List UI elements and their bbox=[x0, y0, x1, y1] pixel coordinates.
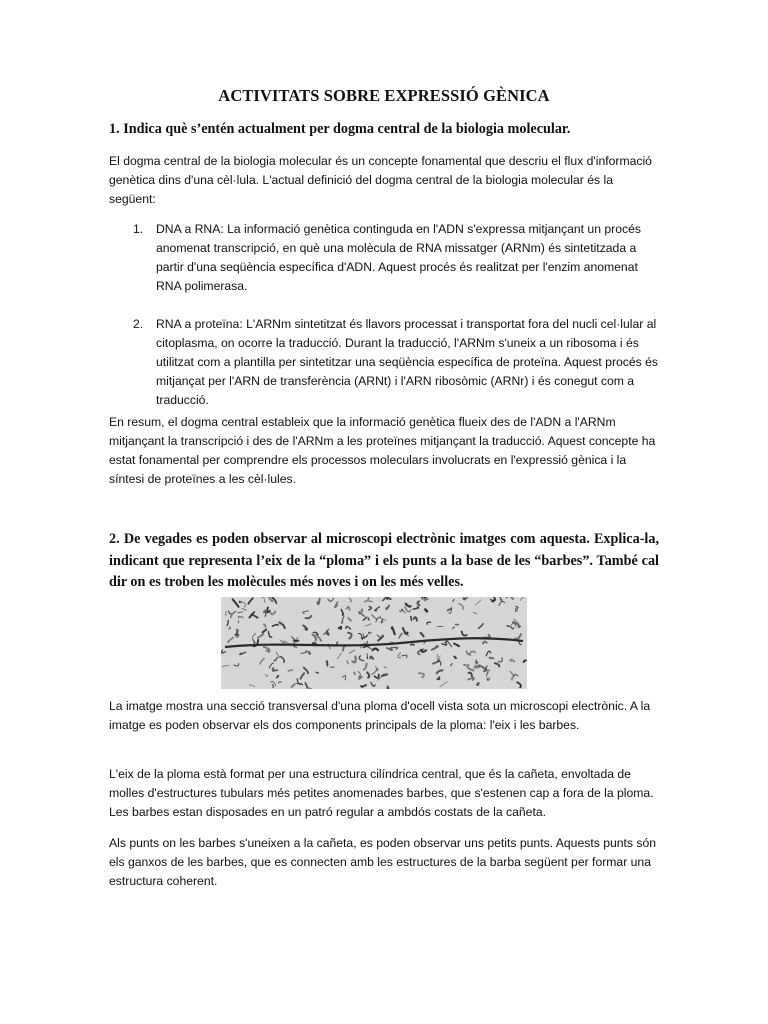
micrograph-strand bbox=[346, 607, 349, 609]
electron-micrograph-image bbox=[221, 597, 527, 689]
dogma-steps-list bbox=[109, 220, 659, 410]
micrograph-strand bbox=[238, 612, 243, 613]
micrograph-strand bbox=[373, 649, 379, 651]
q2-paragraph-1: La imatge mostra una secció transversal d'una ploma d'ocell vista sota un microscopi electrònic. A la imatge es poden observar els dos components principals de la ploma: l'eix i les barbes. bbox=[109, 699, 651, 732]
micrograph-strand bbox=[490, 599, 493, 602]
micrograph-strand bbox=[511, 660, 515, 662]
micrograph-strand bbox=[414, 617, 417, 620]
micrograph-strand bbox=[413, 607, 418, 609]
micrograph-strand bbox=[274, 658, 277, 661]
micrograph-strand bbox=[326, 631, 329, 635]
micrograph-strand bbox=[273, 685, 274, 688]
micrograph-strand bbox=[277, 676, 279, 678]
micrograph-strand bbox=[292, 684, 295, 687]
micrograph-strand bbox=[301, 673, 305, 678]
question-2: 2. De vegades es poden observar al microscopi electrònic imatges com aquesta. Explica-la, indicant que representa l’eix de la “ploma” i els punts a la base de les “barbes”. També cal dir on es troben les molècules més noves i on les més velles. bbox=[109, 531, 659, 590]
micrograph-strand bbox=[288, 670, 292, 671]
micrograph-strand bbox=[234, 663, 239, 666]
micrograph-strand bbox=[264, 624, 266, 627]
micrograph-strand bbox=[510, 671, 514, 675]
micrograph-strand bbox=[490, 658, 494, 659]
micrograph-strand bbox=[369, 632, 372, 634]
micrograph-strand bbox=[229, 611, 232, 614]
micrograph-strand bbox=[446, 641, 452, 647]
micrograph-strand bbox=[388, 598, 390, 600]
micrograph-strand bbox=[304, 668, 308, 674]
micrograph-strand bbox=[507, 626, 510, 627]
micrograph-strand bbox=[524, 660, 526, 662]
micrograph-strand bbox=[369, 601, 372, 602]
micrograph-strand bbox=[229, 627, 231, 629]
micrograph-strand bbox=[337, 653, 341, 659]
micrograph-strand bbox=[265, 675, 268, 677]
micrograph-strand bbox=[317, 599, 319, 604]
micrograph-strand bbox=[495, 663, 499, 666]
micrograph-strand bbox=[305, 683, 307, 689]
micrograph-strand bbox=[427, 622, 431, 624]
micrograph-strand bbox=[452, 627, 454, 629]
micrograph-strand bbox=[328, 598, 334, 601]
micrograph-strand bbox=[279, 682, 282, 683]
micrograph-strand bbox=[450, 664, 452, 666]
micrograph-strand bbox=[265, 612, 266, 616]
micrograph-strand bbox=[459, 604, 463, 610]
micrograph-strand bbox=[424, 599, 427, 601]
micrograph-strand bbox=[438, 677, 440, 679]
micrograph-strand bbox=[377, 635, 381, 638]
micrograph-strand bbox=[367, 654, 368, 659]
micrograph-strand bbox=[240, 652, 246, 654]
micrograph-strand bbox=[349, 598, 351, 602]
micrograph-strand bbox=[510, 597, 513, 599]
micrograph-strand bbox=[365, 598, 369, 602]
micrograph-strand bbox=[260, 658, 264, 664]
micrograph-strand bbox=[484, 635, 490, 638]
micrograph-strand bbox=[454, 644, 459, 647]
micrograph-strand bbox=[486, 651, 490, 656]
micrograph-strand bbox=[437, 670, 443, 673]
micrograph-strand bbox=[487, 672, 488, 676]
micrograph-strand bbox=[372, 669, 377, 674]
micrograph-strand bbox=[354, 673, 355, 675]
micrograph-strand bbox=[384, 667, 386, 668]
micrograph-strand bbox=[271, 612, 276, 615]
micrograph-strand bbox=[301, 651, 307, 654]
micrograph-strand bbox=[402, 655, 407, 658]
micrograph-strand bbox=[248, 598, 252, 604]
micrograph-strand bbox=[348, 618, 351, 621]
micrograph-strand bbox=[227, 620, 228, 625]
micrograph-strand bbox=[370, 657, 373, 659]
micrograph-strand bbox=[462, 631, 467, 635]
micrograph-strand bbox=[479, 666, 485, 672]
micrograph-strand bbox=[267, 608, 270, 613]
question-1: 1. Indica què s’entén actualment per dogma central de la biologia molecular. bbox=[109, 121, 571, 137]
document-title: ACTIVITATS SOBRE EXPRESSIÓ GÈNICA bbox=[218, 86, 550, 105]
micrograph-strand bbox=[252, 615, 258, 618]
micrograph-strand bbox=[386, 606, 389, 610]
micrograph-strand bbox=[346, 626, 351, 629]
micrograph-strand bbox=[276, 652, 279, 658]
micrograph-strand bbox=[365, 624, 371, 626]
micrograph-strand bbox=[369, 607, 372, 610]
micrograph-strand bbox=[341, 610, 343, 615]
micrograph-strand bbox=[327, 661, 328, 665]
micrograph-strand bbox=[438, 661, 441, 665]
micrograph-strand bbox=[306, 616, 312, 618]
micrograph-strand bbox=[499, 601, 505, 605]
micrograph-strand bbox=[342, 675, 345, 679]
micrograph-strand bbox=[517, 682, 521, 687]
micrograph-strand bbox=[468, 678, 474, 680]
micrograph-strand bbox=[281, 657, 285, 663]
micrograph-strand bbox=[231, 612, 236, 618]
micrograph-strand bbox=[266, 650, 268, 651]
micrograph-strand bbox=[486, 666, 489, 670]
micrograph-strand bbox=[359, 612, 364, 616]
micrograph-strand bbox=[499, 658, 503, 662]
micrograph-strand bbox=[380, 616, 386, 620]
q2-paragraph-3: Als punts on les barbes s'uneixen a la cañeta, es poden observar uns petits punts. Aquests punts són els ganxos de les barbes, que es connecten amb les estructures de la barba següent per formar una estructura coherent. bbox=[109, 836, 657, 888]
micrograph-strand bbox=[269, 632, 272, 637]
micrograph-strand bbox=[375, 675, 379, 678]
micrograph-strand bbox=[479, 624, 484, 629]
micrograph-strand bbox=[371, 683, 375, 687]
micrograph-strand bbox=[442, 642, 447, 645]
micrograph-strand bbox=[242, 608, 246, 610]
micrograph-strand bbox=[487, 678, 490, 681]
micrograph-strand bbox=[312, 635, 316, 641]
micrograph-strand bbox=[303, 625, 307, 629]
micrograph-strand bbox=[453, 599, 455, 601]
micrograph-strand bbox=[411, 617, 412, 621]
micrograph-strand bbox=[262, 597, 265, 603]
micrograph-strand bbox=[294, 646, 297, 648]
micrograph-strand bbox=[263, 629, 267, 632]
micrograph-strand bbox=[440, 682, 447, 687]
micrograph-strand bbox=[347, 661, 348, 664]
micrograph-strand bbox=[342, 616, 344, 623]
q1-intro-paragraph: El dogma central de la biologia molecular és un concepte fonamental que descriu el flux d'informació genètica dins d'una cèl·lula. L'actual definició del dogma central de la biologia molecular és la següent: bbox=[109, 154, 652, 206]
micrograph-strand bbox=[406, 604, 411, 607]
micrograph-strand bbox=[464, 597, 467, 598]
micrograph-strand bbox=[252, 634, 255, 639]
micrograph-strand bbox=[364, 664, 367, 670]
micrograph-strand bbox=[361, 609, 362, 611]
micrograph-strand bbox=[467, 665, 473, 671]
micrograph-strand bbox=[359, 677, 362, 679]
micrograph-strand bbox=[483, 642, 487, 644]
micrograph-strand bbox=[473, 612, 476, 613]
micrograph-strand bbox=[398, 653, 400, 658]
micrograph-strand bbox=[348, 633, 352, 639]
micrograph-strand bbox=[511, 627, 513, 629]
micrograph-strand bbox=[223, 666, 229, 667]
micrograph-strand bbox=[470, 651, 476, 653]
micrograph-strand bbox=[339, 627, 342, 629]
micrograph-strand bbox=[363, 633, 365, 637]
micrograph-strand bbox=[515, 634, 521, 639]
micrograph-drawing bbox=[221, 597, 527, 689]
micrograph-strand bbox=[437, 654, 440, 657]
micrograph-strand bbox=[382, 674, 387, 675]
micrograph-strand bbox=[411, 644, 414, 645]
micrograph-strand bbox=[258, 634, 264, 638]
micrograph-strand bbox=[383, 597, 387, 600]
micrograph-strand bbox=[454, 656, 456, 658]
micrograph-strand bbox=[316, 672, 318, 673]
micrograph-strand bbox=[280, 623, 285, 629]
micrograph-strand bbox=[388, 687, 390, 689]
micrograph-strand bbox=[432, 646, 438, 650]
micrograph-strand bbox=[464, 665, 467, 666]
micrograph-strand bbox=[476, 660, 478, 663]
micrograph-strand bbox=[239, 617, 243, 618]
micrograph-strand bbox=[372, 615, 377, 619]
micrograph-strand bbox=[367, 672, 369, 677]
micrograph-strand bbox=[399, 633, 402, 638]
micrograph-strand bbox=[500, 597, 502, 601]
list-item-number: 2. bbox=[133, 317, 144, 331]
micrograph-strand bbox=[359, 633, 363, 639]
micrograph-strand bbox=[309, 652, 310, 654]
micrograph-strand bbox=[335, 602, 338, 607]
micrograph-strand bbox=[425, 609, 427, 611]
micrograph-strand bbox=[417, 601, 419, 605]
micrograph-strand bbox=[419, 673, 424, 677]
micrograph-strand bbox=[361, 685, 366, 687]
micrograph-strand bbox=[228, 638, 233, 642]
micrograph-strand bbox=[513, 622, 520, 627]
micrograph-strand bbox=[358, 672, 360, 677]
micrograph-strand bbox=[233, 599, 239, 606]
micrograph-strand bbox=[475, 600, 481, 605]
micrograph-strand bbox=[520, 598, 523, 601]
q2-paragraph-2: L'eix de la ploma està format per una estructura cilíndrica central, que és la cañeta, envoltada de molles d'estructures tubulars més petites anomenades barbes, que s'estenen cap a fora de la ploma. Les barbes estan disposades en un patró regular a ambdós costats de la cañeta. bbox=[109, 767, 654, 819]
list-item bbox=[109, 220, 659, 296]
micrograph-strand bbox=[359, 656, 364, 661]
micrograph-strand bbox=[469, 673, 473, 677]
micrograph-strand bbox=[368, 618, 369, 620]
q1-summary-paragraph: En resum, el dogma central estableix que la informació genètica flueix des de l'ADN a l'ARNm mitjançant la transcripció i des de l'ARNm a les proteïnes mitjançant la traducció. Aquest concepte ha estat fonamental per comprendre els processos moleculars involucrats en l'expressió gènica i la síntesi de proteïnes a les cèl·lules. bbox=[109, 415, 656, 486]
micrograph-strand bbox=[303, 611, 309, 614]
micrograph-strand bbox=[349, 650, 354, 653]
micrograph-strand bbox=[477, 683, 479, 685]
micrograph-strand bbox=[225, 611, 226, 615]
micrograph-strand bbox=[343, 645, 345, 650]
micrograph-strand bbox=[392, 627, 395, 634]
micrograph-strand bbox=[475, 666, 479, 668]
micrograph-strand bbox=[363, 646, 368, 648]
list-item-text: DNA a RNA: La informació genètica continguda en l'ADN s'expressa mitjançant un procés anomenat transcripció, en què una molècula de RNA missatger (ARNm) és sintetitzada a partir d'una seqüència específica d'ADN. Aquest procés és realitzat per l'enzim anomenat RNA polimerasa. bbox=[156, 222, 641, 293]
list-item bbox=[109, 315, 659, 410]
micrograph-strand bbox=[421, 633, 424, 636]
micrograph-strand bbox=[363, 617, 366, 620]
micrograph-strand bbox=[375, 607, 380, 611]
micrograph-strand bbox=[448, 609, 452, 610]
micrograph-strand bbox=[239, 601, 241, 602]
micrograph-strand bbox=[376, 617, 381, 622]
micrograph-strand bbox=[250, 685, 255, 687]
micrograph-strand bbox=[272, 625, 278, 627]
list-item-text: RNA a proteïna: L'ARNm sintetitzat és llavors processat i transportat fora del nucli cel·lular al citoplasma, on ocorre la traducció. Durant la traducció, l'ARNm s'uneix a un ribosoma i és utilitzat com a plantilla per sintetitzar una seqüència específica de proteïna. Aquest procés és mitjançat per l'ARN de transferència (ARNt) i l'ARN ribosòmic (ARNr) i és conegut com a traducció. bbox=[156, 317, 659, 407]
micrograph-strand bbox=[222, 650, 226, 653]
micrograph-axis bbox=[225, 638, 523, 647]
micrograph-strand bbox=[352, 657, 356, 663]
micrograph-strand bbox=[253, 639, 255, 643]
list-item-number: 1. bbox=[133, 222, 144, 236]
